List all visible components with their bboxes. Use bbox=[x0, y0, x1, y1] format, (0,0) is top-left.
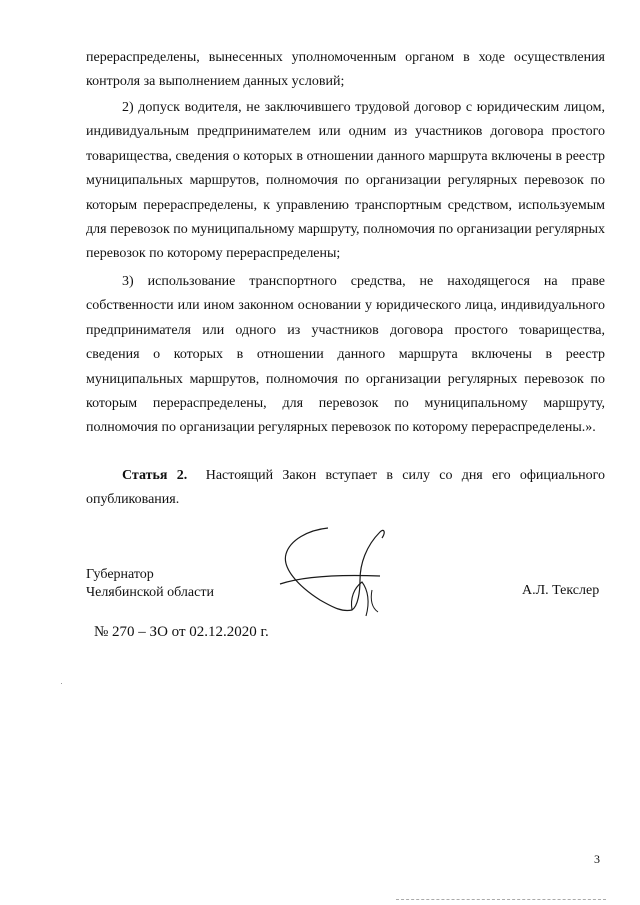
scan-edge-line bbox=[396, 899, 606, 901]
signatory-title bbox=[86, 566, 214, 602]
signatory-title-line1: Губернатор bbox=[86, 567, 154, 582]
page-number: 3 bbox=[594, 852, 600, 866]
paragraph-item-3 bbox=[86, 270, 605, 441]
article-2 bbox=[86, 464, 605, 513]
handwritten-signature bbox=[268, 520, 388, 620]
paragraph-item-2 bbox=[86, 96, 605, 267]
signatory-title-line2: Челябинской области bbox=[86, 585, 214, 600]
article-label: Статья 2. bbox=[122, 468, 188, 483]
article-paragraph bbox=[86, 464, 605, 513]
signatory-name: А.Л. Текслер bbox=[522, 583, 600, 598]
law-number: № 270 – ЗО от 02.12.2020 г. bbox=[94, 624, 269, 640]
scan-artifact bbox=[61, 683, 62, 684]
paragraph-continuation bbox=[86, 46, 605, 95]
paragraph-text: 2) допуск водителя, не заключившего трудовой договор с юридическим лицом, индивидуальным предпринимателем или одним из участников договора простого товарищества, сведения о которых в отношении данного маршрута включены в реестр муниципальных маршрутов, полномочия по организации регулярных перевозок по которым перераспределены, к управлению транспортным средством, используемым для перевозок по муниципальному маршруту, полномочия по организации регулярных перевозок по которому перераспределены; bbox=[86, 100, 605, 262]
paragraph-text: перераспределены, вынесенных уполномоченным органом в ходе осуществления контроля за выполнением данных условий; bbox=[86, 50, 605, 90]
article-text: Настоящий Закон вступает в силу со дня его официального опубликования. bbox=[86, 468, 605, 508]
paragraph-text: 3) использование транспортного средства, не находящегося на праве собственности или ином законном основании у юридического лица, индивидуального предпринимателя или одного из участников договора простого товарищества, сведения о которых в отношении данного маршрута включены в реестр муниципальных маршрутов, полномочия по организации регулярных перевозок по которым перераспределены, для перевозок по муниципальному маршруту, полномочия по организации регулярных перевозок по которому перераспределены.». bbox=[86, 274, 605, 436]
